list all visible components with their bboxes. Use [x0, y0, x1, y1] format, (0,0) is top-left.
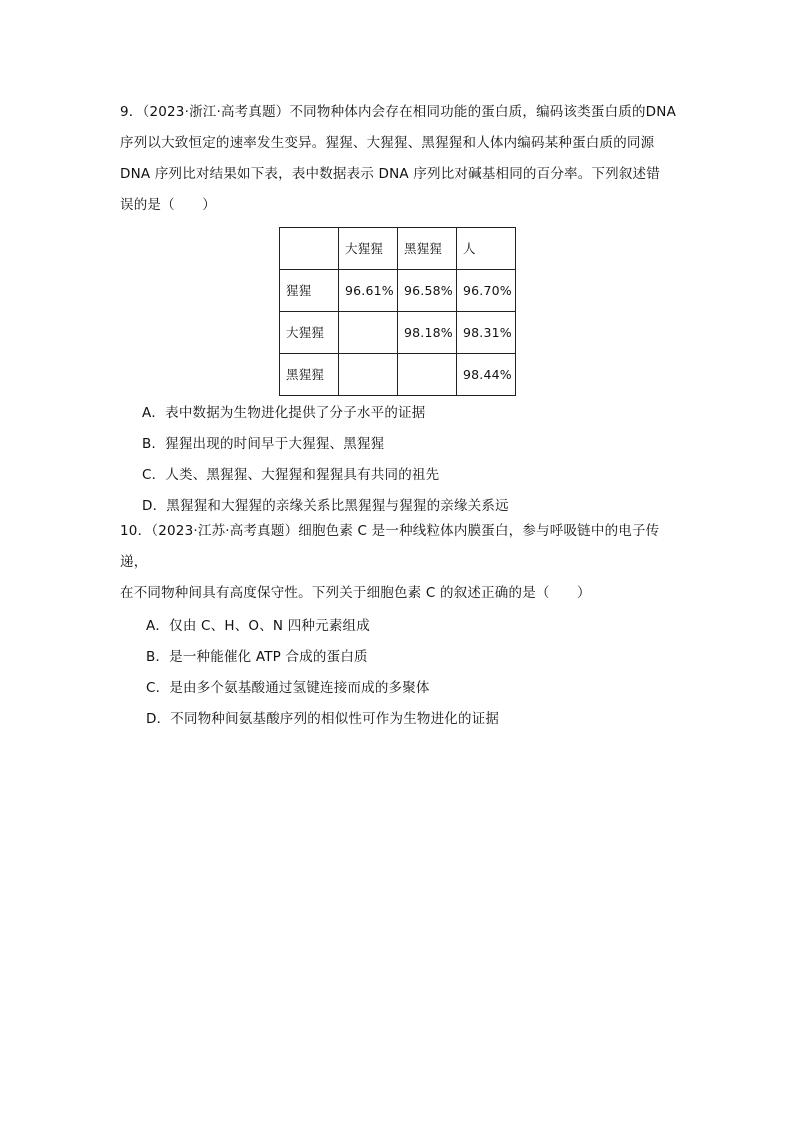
dna-similarity-table: [279, 227, 516, 396]
option-c[interactable]: C．人类、黑猩猩、大猩猩和猩猩具有共同的祖先: [142, 467, 440, 483]
table-row-label: 猩猩: [280, 270, 339, 312]
question-9-stem-line-3: DNA 序列比对结果如下表，表中数据表示 DNA 序列比对碱基相同的百分率。下列叙述错: [120, 166, 660, 182]
table-cell: [339, 354, 398, 396]
table-cell: 96.70%: [457, 270, 516, 312]
table-row-label: 大猩猩: [280, 312, 339, 354]
option-a[interactable]: A．表中数据为生物进化提供了分子水平的证据: [142, 405, 426, 421]
table-header-cell: [280, 228, 339, 270]
option-b[interactable]: B．是一种能催化 ATP 合成的蛋白质: [146, 649, 368, 665]
table-cell: 96.58%: [398, 270, 457, 312]
table-cell: 98.31%: [457, 312, 516, 354]
table-row: [280, 312, 516, 354]
option-b[interactable]: B．猩猩出现的时间早于大猩猩、黑猩猩: [142, 436, 385, 452]
table-header-cell: 人: [457, 228, 516, 270]
table-cell: [398, 354, 457, 396]
table-header-row: [280, 228, 516, 270]
option-d[interactable]: D．黑猩猩和大猩猩的亲缘关系比黑猩猩与猩猩的亲缘关系远: [142, 498, 509, 514]
question-9-options: [120, 398, 680, 522]
question-9-stem-line-4: 误的是（ ）: [120, 197, 216, 213]
question-10: [120, 516, 680, 735]
option-d[interactable]: D．不同物种间氨基酸序列的相似性可作为生物进化的证据: [146, 711, 500, 727]
question-10-stem-line-1: 10．（2023·江苏·高考真题）细胞色素 C 是一种线粒体内膜蛋白，参与呼吸链中的电子传递，: [120, 523, 660, 570]
option-a[interactable]: A．仅由 C、H、O、N 四种元素组成: [146, 618, 370, 634]
table-cell: [339, 312, 398, 354]
table-cell: 96.61%: [339, 270, 398, 312]
dna-similarity-table-wrap: [279, 227, 515, 396]
option-c[interactable]: C．是由多个氨基酸通过氢键连接而成的多聚体: [146, 680, 430, 696]
question-10-stem-line-2: 在不同物种间具有高度保守性。下列关于细胞色素 C 的叙述正确的是（ ）: [120, 585, 591, 601]
table-row: [280, 270, 516, 312]
table-header-cell: 大猩猩: [339, 228, 398, 270]
table-cell: 98.44%: [457, 354, 516, 396]
question-9: [120, 97, 680, 522]
table-row-label: 黑猩猩: [280, 354, 339, 396]
question-9-stem-line-2: 序列以大致恒定的速率发生变异。猩猩、大猩猩、黑猩猩和人体内编码某种蛋白质的同源: [120, 135, 655, 151]
table-cell: 98.18%: [398, 312, 457, 354]
table-row: [280, 354, 516, 396]
question-10-options: [120, 611, 680, 735]
table-header-cell: 黑猩猩: [398, 228, 457, 270]
question-9-stem-line-1: 9．（2023·浙江·高考真题）不同物种体内会存在相同功能的蛋白质，编码该类蛋白质的DNA: [120, 104, 677, 120]
